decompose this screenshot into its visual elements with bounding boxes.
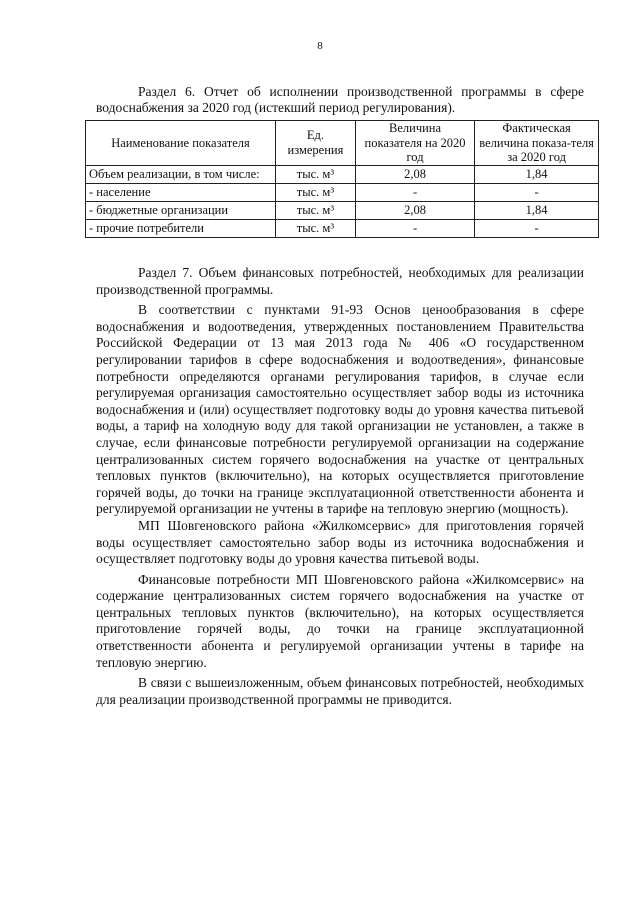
header-planned-value: Величина показателя на 2020 год [355,121,474,166]
row-unit: тыс. м³ [276,183,356,201]
report-table [85,120,599,238]
paragraph-pricing-basis: В соответствии с пунктами 91-93 Основ ценообразования в сфере водоснабжения и водоотведения, утвержденных постановлением Правительства Российской Федерации от 13 мая 2013 года № 406 «О государственном регулировании тарифов в сфере водоснабжения и водоотведения», финансовые потребности определяются органами регулирования тарифов, в случае если регулируемая организация самостоятельно осуществляет забор воды из источника водоснабжения и (или) осуществляет подготовку воды до уровня качества питьевой воды, а тариф на холодную воду для такой организации не установлен, а также в случае, если финансовые потребности регулируемой организации на содержание централизованных систем горячего водоснабжения на участке от центральных тепловых пунктов (включительно), на которых осуществляется приготовление горячей воды, до точки на границе эксплуатационной ответственности абонента и регулируемой организации не учтены в тарифе на тепловую энергию (мощность). [96,302,584,517]
row-name: - бюджетные организации [86,201,276,219]
row-name: - население [86,183,276,201]
header-indicator-name: Наименование показателя [86,121,276,166]
header-actual-value: Фактическая величина показа-теля за 2020 год [475,121,599,166]
row-unit: тыс. м³ [276,165,356,183]
row-planned: 2,08 [355,165,474,183]
row-planned: 2,08 [355,201,474,219]
table-row [86,165,599,183]
table-row [86,201,599,219]
row-planned: - [355,219,474,237]
table-row [86,219,599,237]
paragraph-conclusion: В связи с вышеизложенным, объем финансовых потребностей, необходимых для реализации производственной программы не приводится. [96,675,584,707]
section7-title: Раздел 7. Объем финансовых потребностей, необходимых для реализации производственной программы. [96,265,584,297]
row-unit: тыс. м³ [276,219,356,237]
paragraph-financial-needs: Финансовые потребности МП Шовгеновского района «Жилкомсервис» на содержание централизованных систем горячего водоснабжения на участке от центральных тепловых пунктов (включительно), на которых осуществляется приготовление горячей воды, до точки на границе эксплуатационной ответственности абонента и регулируемой организации учтены в тарифе на тепловую энергию. [96,571,584,670]
page-number: 8 [317,40,323,52]
row-actual: - [475,183,599,201]
section7-body [96,265,584,708]
table-header-row [86,121,599,166]
row-planned: - [355,183,474,201]
row-actual: 1,84 [475,201,599,219]
paragraph-water-intake: МП Шовгеновского района «Жилкомсервис» для приготовления горячей воды осуществляет самостоятельно забор воды из источника водоснабжения и осуществляет подготовку воды до уровня качества питьевой воды. [96,517,584,567]
row-actual: - [475,219,599,237]
row-unit: тыс. м³ [276,201,356,219]
section6-title: Раздел 6. Отчет об исполнении производственной программы в сфере водоснабжения за 2020 год (истекший период регулирования). [96,84,584,115]
header-unit: Ед. измерения [276,121,356,166]
table-row [86,183,599,201]
row-actual: 1,84 [475,165,599,183]
row-name: Объем реализации, в том числе: [86,165,276,183]
row-name: - прочие потребители [86,219,276,237]
